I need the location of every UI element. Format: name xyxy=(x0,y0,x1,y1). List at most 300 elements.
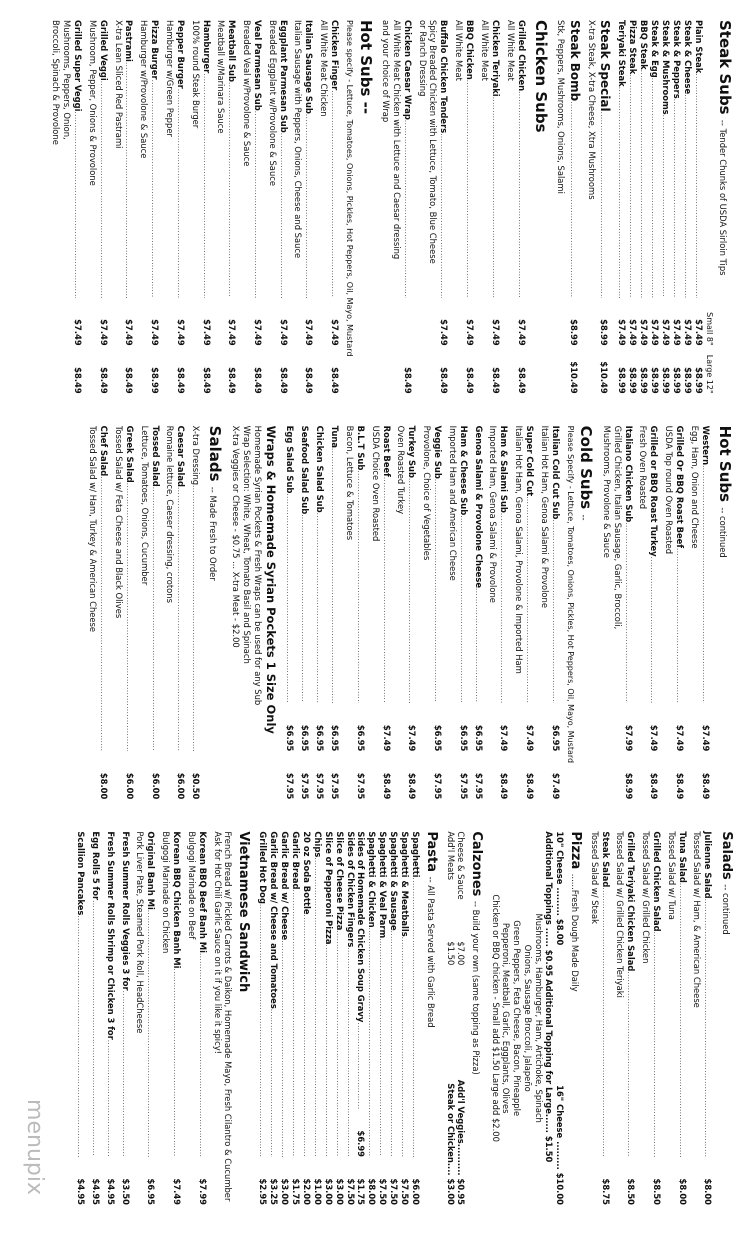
menu-item-price-large: $7.95 xyxy=(355,772,366,800)
menu-item-row xyxy=(290,831,301,1205)
menu-item-description: USDA Top round Oven Roasted xyxy=(664,425,675,555)
menu-item-name: Grilled or BBQ Roast Turkey xyxy=(649,425,660,557)
menu-item xyxy=(284,426,295,800)
leader-dots xyxy=(702,899,711,1157)
menu-item-description: Grilled Chicken, Italian Sausage, Garlic, Broccoli, xyxy=(612,425,623,630)
menu-item-row xyxy=(623,426,634,800)
menu-item-description: Tossed Salad w/ Grilled Chicken xyxy=(641,831,652,964)
menu-item xyxy=(190,20,212,394)
menu-item-row xyxy=(175,20,186,394)
menu-column-1 xyxy=(30,14,740,410)
menu-item-price-small: $7.49 xyxy=(73,319,84,346)
leader-dots xyxy=(301,915,310,1158)
section-subtitle: -- Made Fresh to Order xyxy=(208,486,219,581)
menu-item-name: Veggie Sub xyxy=(433,425,444,479)
menu-item-price-large: $8.49 xyxy=(304,367,315,394)
menu-item-row xyxy=(625,831,636,1205)
menu-item-name: Sides of Homemade Chicken Soup Gravy xyxy=(356,831,367,1023)
menu-item-row xyxy=(171,831,182,1205)
menu-item xyxy=(120,831,131,1205)
section-title: Vietnamese Sandwich xyxy=(235,831,251,993)
section-title-text: Calzones xyxy=(468,831,484,897)
leader-dots xyxy=(299,514,308,703)
menu-item-name: Chicken Salad Sub xyxy=(315,425,326,513)
menu-item-row xyxy=(498,426,509,800)
menu-item-name: Chicken Caesar Wrap xyxy=(402,20,413,120)
menu-item-price-large: $8.49 xyxy=(201,367,212,394)
menu-item-price-small: $6.95 xyxy=(433,724,444,752)
menu-item-price-large: $8.49 xyxy=(649,772,660,800)
menu-item-row xyxy=(226,20,237,394)
menu-item-name: Tuna xyxy=(330,425,341,449)
menu-item-name: Egg Rolls 5 for xyxy=(90,831,101,901)
menu-item-price-large: $7.95 xyxy=(433,772,444,800)
menu-item-price-large: $8.00 xyxy=(703,1178,714,1206)
menu-item-name: Italiano Chicken Sub xyxy=(623,425,634,523)
menu-item-price-large: $7.50 xyxy=(378,1178,389,1206)
menu-item-price-large: $8.00 xyxy=(367,1178,378,1206)
pizza-topping-line: Mushrooms, Hamburger, Ham, Artichoke, Spinach xyxy=(533,913,544,1123)
menu-item xyxy=(479,20,501,394)
menu-item xyxy=(488,426,510,800)
menu-item-description: Imported Ham, Genoa Salami & Provolone xyxy=(488,425,499,603)
menu-item-price-large: $8.99 xyxy=(616,367,627,394)
menu-item-row xyxy=(550,426,561,800)
section-title-text: Cold Subs xyxy=(577,425,596,510)
size-small-label: Small 8" xyxy=(704,312,714,346)
menu-item-row xyxy=(334,831,345,1205)
leader-dots xyxy=(149,80,158,298)
section-title xyxy=(715,426,734,800)
leader-dots xyxy=(490,97,499,298)
menu-item-price-large: $1.00 xyxy=(312,1178,323,1206)
menu-item-row xyxy=(438,20,449,394)
menu-item-price-large: $8.00 xyxy=(99,772,110,800)
menu-item xyxy=(164,20,186,394)
menu-item-description: Bulgogi Marinade on Chicken xyxy=(161,831,172,954)
menu-item-name: Chef Salad xyxy=(99,425,110,477)
menu-item-row xyxy=(120,831,131,1205)
menu-item-name: Buffalo Chicken Tenders xyxy=(439,20,450,134)
menu-item-name: Italian Sausage Sub xyxy=(304,20,315,114)
menu-item xyxy=(589,831,611,1205)
menu-item-row xyxy=(98,20,109,394)
menu-item-price-small: $6.95 xyxy=(285,724,296,752)
menu-item-row xyxy=(345,831,356,1205)
menu-item xyxy=(293,20,315,394)
size-large-label: Large 12" xyxy=(704,354,714,394)
section-title xyxy=(566,831,583,1205)
menu-item xyxy=(381,20,413,394)
menu-item-description: Tossed Salad w/ Grilled Chicken Teriyaki xyxy=(615,831,626,998)
menu-item-name: Grilled Chicken Salad xyxy=(651,831,662,932)
menu-item-price-large: $8.49 xyxy=(465,367,476,394)
menu-item-description: Breaded Veal w/Provolone & Sauce xyxy=(242,20,253,167)
menu-item-row xyxy=(432,426,443,800)
menu-item-row xyxy=(600,831,611,1205)
menu-item-price-small: $6.95 xyxy=(300,724,311,752)
menu-item-name: Steak & Peppers xyxy=(671,20,682,99)
menu-item-description: 100% round Steak Burger xyxy=(190,20,201,129)
menu-item-name: Scallion Pancakes xyxy=(75,831,86,916)
menu-item-description: Italian Sausage with Peppers, Onions, Cheese and Sauce xyxy=(293,20,304,259)
menu-item-price-small: $7.49 xyxy=(439,319,450,346)
menu-item-price-large: $3.25 xyxy=(268,1178,279,1206)
menu-item-name: Western xyxy=(700,425,711,466)
menu-item-row xyxy=(299,426,310,800)
leader-dots xyxy=(677,883,686,1157)
menu-item-price-small: $7.49 xyxy=(381,724,392,752)
menu-item-row xyxy=(649,20,660,394)
menu-item-row xyxy=(406,426,417,800)
menu-item xyxy=(135,831,157,1205)
menu-item-price-large: $8.49 xyxy=(98,367,109,394)
menu-item-price-small: $7.49 xyxy=(675,724,686,752)
menu-item-description: Bacon, Lettuce & Tomatoes xyxy=(345,425,355,541)
menu-item-row xyxy=(149,20,160,394)
menu-item-price-small: $7.49 xyxy=(98,319,109,346)
menu-item-description: Tossed Salad w/ Ham, & American Cheese xyxy=(692,831,703,1008)
leader-dots xyxy=(314,513,323,704)
menu-item-row xyxy=(648,426,659,800)
menu-item-row xyxy=(616,20,627,394)
leader-dots xyxy=(600,887,609,1157)
leader-dots xyxy=(312,857,321,1157)
menu-item xyxy=(539,426,561,800)
section-title xyxy=(422,831,439,1205)
menu-item-name: Slice of Pepperoni Pizza xyxy=(323,831,334,945)
menu-item-row xyxy=(150,426,161,800)
menu-item-row xyxy=(566,20,581,394)
leader-dots xyxy=(616,87,625,298)
menu-item-name: Spaghetti & Meatballs xyxy=(400,831,411,937)
menu-item-row xyxy=(312,831,323,1205)
menu-item-row xyxy=(702,831,713,1205)
menu-item-row xyxy=(473,426,484,800)
menu-item-price-small: $7.49 xyxy=(227,319,238,346)
menu-item-price-small: $7.49 xyxy=(682,319,693,346)
menu-item-name: Sides of Chicken Fingers xyxy=(345,831,356,948)
leader-dots xyxy=(410,878,419,1157)
menu-item-name: Grilled Veggi xyxy=(98,20,109,81)
leader-dots xyxy=(674,548,683,703)
section-title-text: Chicken Subs xyxy=(531,20,550,133)
menu-item xyxy=(267,20,289,394)
menu-item-name: Italian Cold Cut Sub xyxy=(550,425,561,520)
leader-dots xyxy=(648,557,657,704)
menu-item-name: Grilled Or BBQ Roast Beef xyxy=(675,425,686,548)
section-title xyxy=(467,831,484,1205)
section-subtitle: -- Build your own (same topping as Pizza) xyxy=(470,900,481,1075)
menu-item-price-small: $7.49 xyxy=(671,319,682,346)
menu-item-price-large: $8.49 xyxy=(253,367,263,394)
menu-item xyxy=(139,426,161,800)
menu-item-name: Steak Salad xyxy=(600,831,611,888)
menu-item-row xyxy=(402,20,413,394)
leader-dots xyxy=(171,969,180,1158)
menu-item-description: Lettuce, Tomatoes, Onions, Cucumber xyxy=(139,425,150,586)
menu-item-price-small: $7.49 xyxy=(124,319,135,346)
menu-item-price-small: $7.49 xyxy=(700,724,711,752)
section-title xyxy=(576,426,595,800)
menu-item-price-large: $8.49 xyxy=(330,367,341,394)
menu-item-name: BBQ Steak xyxy=(638,20,649,70)
menu-item-row xyxy=(377,831,388,1205)
leader-dots xyxy=(257,904,266,1157)
menu-item-price-large: $7.95 xyxy=(458,772,469,800)
menu-item-name: Fresh Summer Rolls Shrimp or Chicken 3 for xyxy=(105,831,116,1040)
menu-item-name: Chips xyxy=(312,831,323,858)
menu-item-description: Tossed Salad w/ Feta Cheese and Black Olives xyxy=(113,425,124,619)
menu-item-name: Egg Salad Sub xyxy=(285,425,296,494)
leader-dots xyxy=(120,991,129,1157)
menu-item xyxy=(186,831,208,1205)
menu-item xyxy=(421,426,443,800)
menu-item-price-small: $7.49 xyxy=(201,319,212,346)
pizza-topping-line: Green Peppers, Feta Cheese, Bacon, Pineapple xyxy=(512,920,523,1117)
leader-dots xyxy=(381,477,390,704)
menu-item xyxy=(453,20,475,394)
leader-dots xyxy=(516,91,525,298)
menu-item-description: Spicy Breaded Chicken with Lettuce, Tomato, Blue Cheese xyxy=(428,20,439,264)
leader-dots xyxy=(303,114,312,298)
menu-item-name: Chicken Teriyaki xyxy=(490,20,501,97)
menu-item-name: Chicken Finger xyxy=(330,20,341,91)
menu-item xyxy=(113,20,135,394)
menu-item-name: Korean BBQ Chicken Banh Mi xyxy=(172,831,183,969)
pizza-topping-line: Onions, Sausage Broccoli, Jalapeño xyxy=(522,944,533,1092)
menu-item-name: Spaghetti xyxy=(411,831,422,878)
menu-item-price-large: $7.95 xyxy=(473,772,484,800)
section-title xyxy=(717,831,734,1205)
menu-item-price-small: $7.49 xyxy=(638,319,649,346)
calzone-right: Steak or Chicken.... $3.00 xyxy=(445,1083,456,1206)
menu-item-row xyxy=(323,831,334,1205)
menu-item xyxy=(87,20,109,394)
leader-dots xyxy=(329,90,338,297)
menu-item xyxy=(160,831,182,1205)
menu-item-name: Greek Salad xyxy=(124,425,135,483)
menu-item-price-large: $6.95 xyxy=(146,1178,157,1206)
leader-dots xyxy=(356,1022,365,1109)
menu-item-row xyxy=(329,20,340,394)
menu-item-row xyxy=(145,831,156,1205)
menu-item xyxy=(314,426,325,800)
leader-dots xyxy=(175,89,184,298)
menu-item-price-large: $7.50 xyxy=(345,1178,356,1206)
leader-dots xyxy=(334,930,343,1157)
leader-dots xyxy=(649,78,658,298)
menu-item-description: X-tra Steak, X-tra Cheese, Xtra Mushrooms xyxy=(586,20,597,200)
menu-item xyxy=(640,831,662,1205)
menu-item-row xyxy=(464,20,475,394)
leader-dots xyxy=(98,476,107,751)
menu-item-price-large: $7.95 xyxy=(330,772,341,800)
menu-item-price-large: $8.99 xyxy=(682,367,693,394)
menu-item-price-large: $6.00 xyxy=(150,772,161,800)
menu-item-name: Garlic Bread w/ Cheese and Tomatoes xyxy=(268,831,279,1009)
menu-item-price-large: $8.99 xyxy=(671,367,682,394)
menu-item-price-large: $2.95 xyxy=(257,1178,268,1206)
menu-item-row xyxy=(75,831,86,1205)
menu-item-price-small: $6.95 xyxy=(458,724,469,752)
menu-item-price-small: $7.49 xyxy=(253,319,263,346)
menu-item-description: Tossed Salad w/ Ham, Turkey & American Cheese xyxy=(88,425,99,633)
leader-dots xyxy=(278,133,287,298)
menu-item-price-small: $7.49 xyxy=(649,319,660,346)
menu-item-price-small: $7.49 xyxy=(150,319,161,346)
menu-item-row xyxy=(597,20,612,394)
menu-item-price-large: $4.95 xyxy=(105,1178,116,1206)
menu-item-price-small: $7.49 xyxy=(649,724,660,752)
menu-item-price-large: $4.95 xyxy=(90,1178,101,1206)
menu-item-name: Garlic Bread xyxy=(290,831,301,890)
leader-dots xyxy=(98,81,107,298)
menu-item-row xyxy=(303,20,314,394)
menu-item-description: Italian Hot Ham, Genoa Salami, Provolone & Imported Ham xyxy=(514,425,525,674)
menu-item-name: Steak Bomb xyxy=(567,20,582,102)
menu-item-price-small: $7.49 xyxy=(693,319,704,346)
section-title-text: Steak Subs xyxy=(716,20,734,115)
menu-item-price-large: $8.49 xyxy=(675,772,686,800)
menu-item xyxy=(90,831,101,1205)
menu-item-price-large: $8.99 xyxy=(623,772,634,800)
leader-dots xyxy=(524,496,533,703)
leader-dots xyxy=(682,94,691,297)
menu-item-row xyxy=(268,831,279,1205)
menu-item-price-large: $8.49 xyxy=(439,367,450,394)
menu-item-description: All White Meat Chicken with Lettuce and Caesar dressing xyxy=(392,20,403,260)
wraps-line: Wrap Selection: White, Wheat, Tomato Basil and Spinach xyxy=(241,425,252,664)
menu-item-price-large: $8.49 xyxy=(700,772,711,800)
menu-item-price-small: $7.49 xyxy=(616,319,627,346)
menu-item-name: Korean BBQ Beef Banh Mi xyxy=(197,831,208,953)
menu-item-name: Veal Parmesan Sub xyxy=(253,20,263,111)
menu-item-row xyxy=(366,831,377,1205)
menu-item-price-small: $6.95 xyxy=(330,724,341,752)
section-subtitle: -- All Pasta Served with Garlic Bread xyxy=(425,876,436,1028)
menu-item-name: Pizza Burger xyxy=(150,20,161,80)
menu-item xyxy=(88,426,110,800)
section-title-text: Salads xyxy=(206,425,225,482)
menu-item-price-small: $7.99 xyxy=(623,724,634,752)
menu-item-description: Hamburger w/Green Pepper xyxy=(164,20,175,137)
leader-dots xyxy=(290,889,299,1157)
section-title-text: Hot Subs -- xyxy=(356,20,375,115)
menu-item-price-large: $2.00 xyxy=(301,1178,312,1206)
menu-item-steak-bomb xyxy=(556,20,582,394)
menu-item-row xyxy=(124,426,135,800)
menu-item-description: All White Meat Chicken xyxy=(319,20,330,117)
menu-column-2 xyxy=(30,410,740,816)
menu-item-price-large: $7.95 xyxy=(315,772,326,800)
menu-item xyxy=(692,831,714,1205)
leader-dots xyxy=(366,928,375,1157)
leader-dots xyxy=(279,940,288,1157)
menu-item-name: Hamburger xyxy=(201,20,212,74)
menu-item-row xyxy=(124,20,135,394)
menu-item-description-2: Mushrooms, Provolone & Sauce xyxy=(602,425,612,558)
section-title: Wraps & Homemade Syrian Pockets 1 Size Only xyxy=(264,425,279,734)
menu-item-price-large: $8.75 xyxy=(600,1178,611,1206)
menu-item-price-large: $3.00 xyxy=(334,1178,345,1206)
leader-dots xyxy=(284,493,293,703)
menu-item-name: B.L.T Sub xyxy=(355,425,366,471)
menu-item-name: Turkey Sub xyxy=(407,425,418,478)
leader-dots xyxy=(568,101,577,297)
calzone-price: $7.00 xyxy=(456,941,467,966)
menu-item-description-2: Broccoli, Spinach & Provolone xyxy=(51,20,62,145)
menu-item-price-large: $8.49 xyxy=(402,367,413,394)
menu-item-name: Roast Beef xyxy=(381,425,392,477)
leader-dots xyxy=(438,133,447,297)
calzone-right: Add'l Veggies.......... $0.95 xyxy=(456,1079,467,1206)
menu-item-name: Spaghetti & Veal Parm xyxy=(378,831,389,939)
menu-item-name: Steak & Egg xyxy=(649,20,660,78)
menu-item-price-large: $7.49 xyxy=(550,772,561,800)
menu-item xyxy=(318,20,340,394)
vietnamese-note: Ask for Hot Chili Garlic Sauce on it if you like it spicy! xyxy=(212,831,223,1055)
section-title-text: Pasta xyxy=(423,831,439,873)
menu-item-row xyxy=(314,426,325,800)
menu-item-name: Grilled Chicken xyxy=(516,20,527,92)
menu-item-price-large: $10.49 xyxy=(598,361,609,394)
menupix-watermark: menupix xyxy=(22,1099,47,1195)
menu-item-price-large: $8.99 xyxy=(649,367,660,394)
menu-item-description: Mushroom, Pepper, Onions & Provolone xyxy=(87,20,98,186)
leader-dots xyxy=(638,70,647,298)
menu-item-price-small: $8.99 xyxy=(568,319,579,346)
menu-item xyxy=(370,426,392,800)
menu-item-description: All White Meat xyxy=(479,20,490,81)
section-subtitle: -- xyxy=(579,514,590,521)
menu-item xyxy=(663,426,685,800)
menu-item-row xyxy=(90,831,101,1205)
menu-item-description: Egg, Ham, Onion and Cheese xyxy=(689,425,700,549)
menu-item-name: Steak & Cheese xyxy=(682,20,693,95)
menu-item-price-large: $8.49 xyxy=(407,772,418,800)
menu-item-price-large: $8.49 xyxy=(175,367,186,394)
leader-dots xyxy=(175,487,184,751)
menu-item-price-small: $7.49 xyxy=(516,319,527,346)
menu-item-name: Steak Special xyxy=(597,20,612,112)
leader-dots xyxy=(90,900,99,1157)
leader-dots xyxy=(226,82,235,298)
leader-dots xyxy=(406,478,415,703)
menu-item-name: Grilled Hot Dog xyxy=(257,831,268,904)
leader-dots xyxy=(598,112,607,298)
section-title xyxy=(531,20,550,394)
menu-item xyxy=(601,426,633,800)
menu-item-price-small: $6.95 xyxy=(550,724,561,752)
leader-dots xyxy=(671,99,680,298)
calzone-row xyxy=(456,831,467,1205)
menu-item-name: Teriyaki Steak xyxy=(616,20,627,87)
menu-item-row xyxy=(671,20,682,394)
pizza-toppings-price: Additional Toppings ...... $0.95 Additional Topping for Large...... $1.50 xyxy=(544,831,555,1163)
menu-item-price-large: $4.95 xyxy=(75,1178,86,1206)
section-title xyxy=(355,20,374,394)
leader-dots xyxy=(323,945,332,1157)
menu-item-price-large: $7.50 xyxy=(389,1178,400,1206)
menu-item xyxy=(396,426,418,800)
menu-item-row xyxy=(674,426,685,800)
menu-item-name: Steak & Mushrooms xyxy=(660,20,671,115)
menu-item-row xyxy=(693,20,704,394)
menu-item xyxy=(113,426,135,800)
menu-item-price-large: $7.49 xyxy=(172,1178,183,1206)
section-subtitle: -- continued xyxy=(718,507,728,558)
